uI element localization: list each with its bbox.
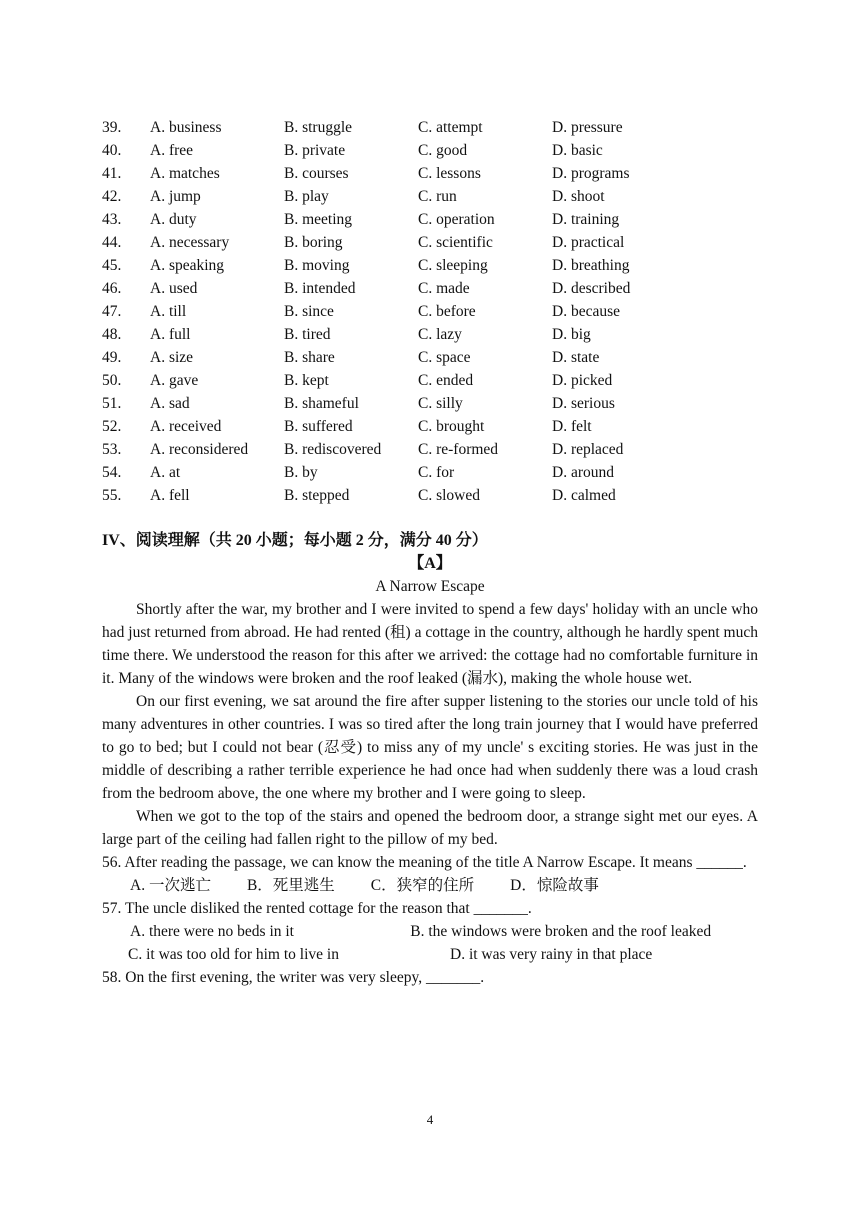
option-a: A. matches [150,165,220,182]
exam-page [102,116,758,989]
part-label: 【A】 [408,555,452,572]
option-c: C. silly [418,395,463,412]
option-b: B. shameful [284,395,359,412]
option-c: C. ended [418,372,474,389]
question-number: 39. [102,119,122,136]
option-row [102,323,758,346]
option-row [102,300,758,323]
option-row [102,369,758,392]
question-56-choices [102,874,758,897]
question-number: 52. [102,418,122,435]
option-row [102,231,758,254]
option-row [102,277,758,300]
choice-b: B．死里逃生 [246,877,335,894]
option-b: B. boring [284,234,343,251]
option-a: A. necessary [150,234,230,251]
option-c: C. for [418,464,455,481]
question-number: 42. [102,188,122,205]
choice-a: A. 一次逃亡 [130,877,211,894]
question-number: 46. [102,280,122,297]
option-c: C. before [418,303,476,320]
option-b: B. courses [284,165,349,182]
option-b: B. intended [284,280,356,297]
choice-c: C．狭窄的住所 [370,877,475,894]
option-c: C. lazy [418,326,462,343]
option-row [102,438,758,461]
question-number: 41. [102,165,122,182]
option-d: D. pressure [552,119,623,136]
option-a: A. business [150,119,222,136]
option-b: B. private [284,142,346,159]
option-c: C. scientific [418,234,493,251]
option-b: B. since [284,303,334,320]
option-a: A. reconsidered [150,441,249,458]
question-number: 48. [102,326,122,343]
question-57-stem: 57. The uncle disliked the rented cottage for the reason that _______. [102,900,532,917]
option-b: B. rediscovered [284,441,382,458]
passage-title: A Narrow Escape [375,578,485,595]
question-58-stem: 58. On the first evening, the writer was very sleepy, _______. [102,969,485,986]
option-b: B. struggle [284,119,353,136]
option-b: B. share [284,349,335,366]
option-row [102,484,758,507]
option-a: A. received [150,418,222,435]
option-b: B. meeting [284,211,353,228]
option-d: D. around [552,464,614,481]
option-b: B. kept [284,372,329,389]
option-a: A. size [150,349,194,366]
option-a: A. speaking [150,257,225,274]
section-title: IV、阅读理解（共 20 小题；每小题 2 分，满分 40 分） [102,532,488,549]
option-d: D. breathing [552,257,630,274]
paragraph-2: On our first evening, we sat around the fire after supper listening to the stories our uncle told of his many adventures in other countries. I was so tired after the long train journey that I would have preferred to go to bed; but I could not bear (忍受) to miss any of my uncle' s exciting stories. He was just in the middle of describing a rather terrible experience he had once had when suddenly there was a loud crash from the bedroom above, the one where my brother and I were going to sleep. [102,693,758,802]
question-number: 49. [102,349,122,366]
question-56-stem: 56. After reading the passage, we can know the meaning of the title A Narrow Escape. It means ______. [102,854,747,871]
option-d: D. replaced [552,441,624,458]
option-c: C. space [418,349,471,366]
option-d: D. because [552,303,620,320]
option-d: D. picked [552,372,613,389]
option-d: D. practical [552,234,625,251]
option-row [102,116,758,139]
option-c: C. made [418,280,470,297]
option-a: A. fell [150,487,190,504]
question-number: 54. [102,464,122,481]
option-c: C. re-formed [418,441,499,458]
option-table [102,116,758,507]
option-d: D. basic [552,142,603,159]
question-number: 44. [102,234,122,251]
option-b: B. moving [284,257,350,274]
option-a: A. free [150,142,194,159]
choice-d: D. it was very rainy in that place [450,946,653,963]
option-d: D. programs [552,165,630,182]
option-a: A. at [150,464,181,481]
option-c: C. brought [418,418,485,435]
option-b: B. play [284,188,329,205]
option-a: A. till [150,303,187,320]
option-row [102,346,758,369]
option-d: D. described [552,280,631,297]
option-c: C. sleeping [418,257,488,274]
option-row [102,162,758,185]
option-a: A. sad [150,395,190,412]
option-d: D. state [552,349,600,366]
option-row [102,392,758,415]
option-d: D. big [552,326,591,343]
option-a: A. used [150,280,198,297]
option-a: A. duty [150,211,197,228]
question-number: 50. [102,372,122,389]
option-c: C. operation [418,211,495,228]
question-number: 45. [102,257,122,274]
choice-d: D．惊险故事 [510,877,599,894]
option-d: D. serious [552,395,615,412]
question-number: 55. [102,487,122,504]
question-number: 47. [102,303,122,320]
option-row [102,254,758,277]
option-row [102,185,758,208]
option-d: D. felt [552,418,592,435]
option-a: A. full [150,326,191,343]
option-a: A. jump [150,188,201,205]
option-a: A. gave [150,372,199,389]
option-c: C. slowed [418,487,480,504]
option-row [102,208,758,231]
option-c: C. run [418,188,457,205]
option-c: C. attempt [418,119,483,136]
choice-c: C. it was too old for him to live in [128,946,339,963]
option-d: D. training [552,211,620,228]
question-57-choices-ab: A. there were no beds in it B. the windows were broken and the roof leaked [130,923,712,940]
question-number: 43. [102,211,122,228]
paragraph-3: When we got to the top of the stairs and opened the bedroom door, a strange sight met our eyes. A large part of the ceiling had fallen right to the pillow of my bed. [102,808,758,848]
option-c: C. good [418,142,468,159]
option-row [102,461,758,484]
paragraph-1: Shortly after the war, my brother and I were invited to spend a few days' holiday with an uncle who had just returned from abroad. He had rented (租) a cottage in the country, although he hardly spent much time there. We understood the reason for this after we arrived: the cottage had no comfortable furniture in it. Many of the windows were broken and the roof leaked (漏水), making the whole house wet. [102,601,758,687]
question-57-choices-cd [102,943,758,966]
option-b: B. tired [284,326,331,343]
option-c: C. lessons [418,165,481,182]
option-b: B. suffered [284,418,353,435]
option-b: B. by [284,464,318,481]
question-number: 51. [102,395,122,412]
option-b: B. stepped [284,487,350,504]
option-d: D. shoot [552,188,605,205]
option-row [102,415,758,438]
page-number: 4 [426,1112,434,1127]
option-d: D. calmed [552,487,616,504]
question-number: 53. [102,441,122,458]
question-number: 40. [102,142,122,159]
option-row [102,139,758,162]
